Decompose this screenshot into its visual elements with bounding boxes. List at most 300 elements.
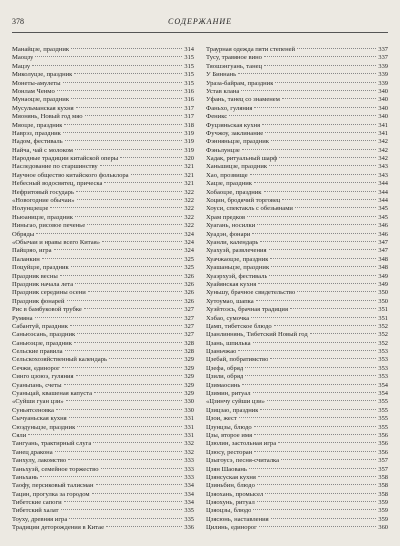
entry-title: Феникс <box>206 113 228 121</box>
entry-page-number: 327 <box>184 322 194 330</box>
dot-leader <box>120 157 182 158</box>
entry-title: Мяонянь, Новый год мяо <box>12 113 83 121</box>
dot-leader <box>69 518 182 519</box>
contents-entry <box>12 46 194 54</box>
dot-leader <box>102 241 182 242</box>
dot-leader <box>247 216 376 217</box>
dot-leader <box>264 56 376 57</box>
entry-page-number: 319 <box>184 129 194 137</box>
dot-leader <box>250 174 377 175</box>
dot-leader <box>94 392 182 393</box>
entry-title: Хуадэн, фонари <box>206 230 251 238</box>
contents-entry <box>12 348 194 356</box>
entry-page-number: 353 <box>378 348 388 356</box>
contents-entry <box>206 54 388 62</box>
dot-leader <box>28 434 182 435</box>
entry-page-number: 340 <box>378 96 388 104</box>
entry-title: Хуахуэй, развлечения <box>206 247 267 255</box>
contents-entry <box>206 214 388 222</box>
entry-page-number: 358 <box>378 473 388 481</box>
entry-title: Мусульманская кухня <box>12 104 74 112</box>
contents-entry <box>206 323 388 331</box>
entry-title: Саньюэцзе, праздник <box>12 339 72 347</box>
contents-entry <box>12 71 194 79</box>
entry-title: Синго цзоюэ, гуляния <box>12 373 74 381</box>
dot-leader <box>84 308 183 309</box>
entry-page-number: 329 <box>184 356 194 364</box>
contents-entry <box>12 390 194 398</box>
entry-title: Суаньцай, квашеная капуста <box>12 390 93 398</box>
contents-entry <box>206 499 388 507</box>
dot-leader <box>297 291 376 292</box>
entry-title: Манайцзе, праздник <box>12 46 70 53</box>
entry-title: Хуанли, календарь <box>206 238 259 246</box>
entry-page-number: 340 <box>378 104 388 112</box>
entry-page-number: 314 <box>184 46 194 53</box>
entry-page-number: 315 <box>184 62 194 70</box>
contents-entry <box>12 172 194 180</box>
dot-leader <box>258 476 376 477</box>
entry-page-number: 322 <box>184 197 194 205</box>
dot-leader <box>131 174 183 175</box>
entry-title: Мяоцзе, праздник <box>12 121 63 129</box>
dot-leader <box>63 82 183 83</box>
entry-title: Поцуйцзе, праздник <box>12 264 69 272</box>
entry-title: Научное общество китайского фольклора <box>12 171 129 179</box>
entry-title: Цзефа, обряд <box>206 364 244 372</box>
contents-entry <box>12 373 194 381</box>
contents-entry <box>12 256 194 264</box>
entry-page-number: 326 <box>184 297 194 305</box>
dot-leader <box>264 65 376 66</box>
entry-page-number: 330 <box>184 406 194 414</box>
entry-page-number: 322 <box>184 188 194 196</box>
entry-page-number: 315 <box>184 79 194 87</box>
dot-leader <box>36 233 182 234</box>
entry-title: Цамп, тибетское блюдо <box>206 322 272 330</box>
contents-entry <box>12 340 194 348</box>
entry-title: Цзян Шаовань <box>206 465 247 473</box>
entry-page-number: 327 <box>184 331 194 339</box>
page-title: СОДЕРЖАНИЕ <box>167 16 233 26</box>
entry-title: «Обычаи и нравы всего Китая» <box>12 238 101 246</box>
entry-page-number: 355 <box>378 406 388 414</box>
entry-page-number: 358 <box>378 482 388 490</box>
entry-page-number: 333 <box>184 465 194 473</box>
entry-page-number: 350 <box>378 297 388 305</box>
contents-entry <box>12 306 194 314</box>
contents-entry <box>206 306 388 314</box>
entry-title: Цзимаосинь <box>206 381 241 389</box>
entry-title: У Биннань <box>206 71 237 79</box>
entry-title: Таньхань <box>12 473 38 481</box>
contents-entry <box>12 457 194 465</box>
dot-leader <box>65 140 183 141</box>
dot-leader <box>271 518 377 519</box>
entry-title: Цзясюнь, наставления <box>206 515 269 523</box>
entry-page-number: 353 <box>378 356 388 364</box>
entry-title: Сельские правила <box>12 348 63 356</box>
dot-leader <box>265 132 376 133</box>
entry-title: Суньятсеновка <box>12 406 54 414</box>
entry-title: Тангуань, трактирный слуга <box>12 440 92 448</box>
dot-leader <box>257 501 377 502</box>
contents-entry <box>12 189 194 197</box>
dot-leader <box>76 375 183 376</box>
contents-entry <box>12 298 194 306</box>
entry-title: Хацзе, праздник <box>206 180 252 188</box>
entry-page-number: 344 <box>378 188 388 196</box>
contents-entry <box>206 264 388 272</box>
entry-page-number: 344 <box>378 180 388 188</box>
dot-leader <box>275 82 376 83</box>
dot-leader <box>77 199 183 200</box>
entry-title: Цзиньбин, блюдо <box>206 482 255 490</box>
contents-entry <box>206 457 388 465</box>
entry-title: Сельскохозяйственный календарь <box>12 356 108 364</box>
entry-page-number: 339 <box>378 79 388 87</box>
entry-page-number: 356 <box>378 431 388 439</box>
entry-page-number: 350 <box>378 289 388 297</box>
contents-entry <box>12 281 194 289</box>
dot-leader <box>271 140 376 141</box>
dot-leader <box>35 56 182 57</box>
entry-page-number: 358 <box>378 490 388 498</box>
contents-entry <box>206 222 388 230</box>
contents-entry <box>206 348 388 356</box>
entry-title: Ньюаницзе, праздник <box>12 213 73 221</box>
entry-page-number: 347 <box>378 238 388 246</box>
entry-title: Цзаньчжао <box>206 348 237 356</box>
entry-page-number: 343 <box>378 171 388 179</box>
dot-leader <box>254 107 376 108</box>
dot-leader <box>269 249 377 250</box>
entry-page-number: 354 <box>378 381 388 389</box>
entry-title: Хуайянская кухня <box>206 280 257 288</box>
dot-leader <box>271 266 376 267</box>
entry-title: Тоуху, древняя игра <box>12 515 68 523</box>
entry-title: Хадак, ритуальный шарф <box>206 155 278 163</box>
entry-title: Таофу, персиковый талисман <box>12 482 94 490</box>
dot-leader <box>274 325 377 326</box>
entry-title: Миколуцзе, праздник <box>12 71 73 79</box>
entry-page-number: 342 <box>378 155 388 163</box>
contents-entry <box>206 172 388 180</box>
contents-entry <box>206 231 388 239</box>
entry-page-number: 359 <box>378 515 388 523</box>
entry-title: Ханьшицзе, праздник <box>206 163 268 171</box>
contents-entry <box>12 482 194 490</box>
contents-entry <box>12 205 194 213</box>
dot-leader <box>35 317 183 318</box>
contents-entry <box>206 524 388 532</box>
contents-entry <box>206 466 388 474</box>
entry-title: Сяли <box>12 431 27 439</box>
entry-page-number: 336 <box>184 524 194 532</box>
entry-page-number: 337 <box>378 54 388 62</box>
contents-entry <box>12 331 194 339</box>
entry-title: Хуаэрхуэй, фестиваль <box>206 272 268 280</box>
entry-title: Фэнняньцзе, праздник <box>206 138 269 146</box>
entry-title: Тусу, травяное вино <box>206 54 262 62</box>
dot-leader <box>252 233 376 234</box>
contents-entry <box>12 180 194 188</box>
entry-page-number: 359 <box>378 507 388 515</box>
dot-leader <box>71 98 182 99</box>
entry-title: Хуачжаоцзе, праздник <box>206 255 269 263</box>
dot-leader <box>61 509 183 510</box>
contents-entry <box>206 88 388 96</box>
dot-leader <box>85 115 183 116</box>
contents-entry <box>206 130 388 138</box>
contents-entry <box>206 239 388 247</box>
entry-title: Нефритовый государь <box>12 188 74 196</box>
contents-entry <box>206 440 388 448</box>
contents-entry <box>206 390 388 398</box>
dot-leader <box>71 266 183 267</box>
entry-page-number: 320 <box>184 155 194 163</box>
contents-entry <box>206 138 388 146</box>
dot-leader <box>290 308 376 309</box>
dot-leader <box>54 249 183 250</box>
dot-leader <box>92 493 183 494</box>
dot-leader <box>74 342 182 343</box>
entry-title: Хэбао, сумочка <box>206 314 250 322</box>
contents-entry <box>12 88 194 96</box>
contents-entry <box>206 491 388 499</box>
entry-page-number: 343 <box>378 163 388 171</box>
contents-column-left <box>12 46 194 533</box>
contents-entry <box>12 247 194 255</box>
entry-page-number: 356 <box>378 440 388 448</box>
entry-title: Фаньхо, гуляния <box>206 104 253 112</box>
dot-leader <box>269 275 376 276</box>
dot-leader <box>62 367 183 368</box>
contents-entry <box>12 499 194 507</box>
dot-leader <box>101 468 183 469</box>
entry-page-number: 355 <box>378 398 388 406</box>
dot-leader <box>257 224 376 225</box>
entry-page-number: 324 <box>184 247 194 255</box>
entry-title: Хуньшу, брачное свидетельство <box>206 289 296 297</box>
entry-title: Мунаоцзе, праздник <box>12 96 70 104</box>
dot-leader <box>249 468 376 469</box>
entry-title: Хао, прозвище <box>206 171 248 179</box>
contents-entry <box>206 155 388 163</box>
entry-page-number: 353 <box>378 373 388 381</box>
entry-title: Праздник начала лета <box>12 280 74 288</box>
entry-title: Суаньпань, счеты <box>12 381 62 389</box>
dot-leader <box>93 442 182 443</box>
contents-entry <box>12 507 194 515</box>
entry-page-number: 327 <box>184 306 194 314</box>
contents-entry <box>12 96 194 104</box>
entry-title: Цзимин, ритуал <box>206 390 251 398</box>
dot-leader <box>251 317 376 318</box>
dot-leader <box>254 426 377 427</box>
entry-page-number: 357 <box>378 457 388 465</box>
dot-leader <box>242 149 377 150</box>
dot-leader <box>32 65 182 66</box>
entry-page-number: 324 <box>184 230 194 238</box>
contents-entry <box>206 382 388 390</box>
entry-page-number: 335 <box>184 515 194 523</box>
entry-page-number: 331 <box>184 415 194 423</box>
entry-title: Цзяохань, промысел <box>206 490 264 498</box>
entry-title: Маоцзу <box>12 54 34 62</box>
contents-entry <box>12 516 194 524</box>
dot-leader <box>278 442 376 443</box>
contents-entry <box>206 298 388 306</box>
dot-leader <box>75 283 182 284</box>
contents-entry <box>12 466 194 474</box>
contents-entry <box>12 214 194 222</box>
contents-entry <box>206 507 388 515</box>
dot-leader <box>267 400 376 401</box>
contents-entry <box>12 163 194 171</box>
dot-leader <box>238 350 376 351</box>
contents-entry <box>206 516 388 524</box>
entry-page-number: 322 <box>184 213 194 221</box>
dot-leader <box>262 124 376 125</box>
dot-leader <box>270 358 376 359</box>
entry-page-number: 318 <box>184 121 194 129</box>
dot-leader <box>74 73 182 74</box>
entry-page-number: 342 <box>378 146 388 154</box>
entry-title: Мацзу <box>12 62 31 70</box>
dot-leader <box>229 115 376 116</box>
entry-page-number: 347 <box>378 247 388 255</box>
entry-page-number: 327 <box>184 314 194 322</box>
entry-title: Тибетские сапоги <box>12 499 62 507</box>
dot-leader <box>242 384 376 385</box>
entry-title: Таньхуэй, семейное торжество <box>12 465 99 473</box>
dot-leader <box>66 400 183 401</box>
contents-entry <box>12 105 194 113</box>
entry-title: Цзы, второе имя <box>206 431 253 439</box>
entry-page-number: 348 <box>378 255 388 263</box>
entry-title: Цзань, шпилька <box>206 339 251 347</box>
entry-page-number: 339 <box>378 71 388 79</box>
entry-page-number: 334 <box>184 490 194 498</box>
entry-page-number: 345 <box>378 213 388 221</box>
dot-leader <box>106 526 182 527</box>
entry-page-number: 345 <box>378 205 388 213</box>
entry-page-number: 319 <box>184 138 194 146</box>
dot-leader <box>64 384 183 385</box>
dot-leader <box>253 342 377 343</box>
contents-entry <box>206 71 388 79</box>
dot-leader <box>69 417 183 418</box>
dot-leader <box>260 409 376 410</box>
entry-title: Ураза-байрам, праздник <box>206 79 274 87</box>
entry-title: Наврэз, праздник <box>12 129 61 137</box>
contents-entry <box>12 491 194 499</box>
contents-entry <box>206 122 388 130</box>
contents-entry <box>206 80 388 88</box>
entry-page-number: 359 <box>378 499 388 507</box>
entry-title: Цзебай, побратимство <box>206 356 269 364</box>
contents-entry <box>12 382 194 390</box>
dot-leader <box>265 493 376 494</box>
contents-entry <box>206 197 388 205</box>
dot-leader <box>253 509 376 510</box>
dot-leader <box>238 73 376 74</box>
dot-leader <box>264 191 377 192</box>
entry-title: Танхулу, лакомство <box>12 457 67 465</box>
entry-title: Цзюсу, ресторан <box>206 448 253 456</box>
contents-entry <box>206 273 388 281</box>
entry-title: Традиции деторождения в Китае <box>12 524 104 532</box>
contents-entry <box>206 432 388 440</box>
entry-page-number: 321 <box>184 163 194 171</box>
entry-title: Саньюэсань, праздник <box>12 331 76 339</box>
contents-entry <box>206 373 388 381</box>
contents-entry <box>12 113 194 121</box>
entry-page-number: 340 <box>378 87 388 95</box>
entry-title: Монеты-амулеты <box>12 79 61 87</box>
entry-page-number: 315 <box>184 71 194 79</box>
entry-title: Хоцин, бродячий торговец <box>206 197 281 205</box>
entry-page-number: 321 <box>184 171 194 179</box>
dot-leader <box>76 107 183 108</box>
entry-title: «Цзинчу суйши цзи» <box>206 398 265 406</box>
contents-entry <box>12 315 194 323</box>
dot-leader <box>254 182 376 183</box>
dot-leader <box>104 182 182 183</box>
entry-page-number: 316 <box>184 96 194 104</box>
dot-leader <box>257 484 377 485</box>
dot-leader <box>253 392 377 393</box>
contents-entry <box>12 440 194 448</box>
dot-leader <box>60 275 183 276</box>
entry-page-number: 326 <box>184 272 194 280</box>
contents-entry <box>12 323 194 331</box>
contents-entry <box>206 189 388 197</box>
entry-title: Ниньгао, рисовое печенье <box>12 222 86 230</box>
entry-title: Устав клана <box>206 87 240 95</box>
contents-entry <box>12 273 194 281</box>
dot-leader <box>50 207 182 208</box>
contents-entry <box>12 54 194 62</box>
entry-page-number: 357 <box>378 465 388 473</box>
contents-entry <box>12 424 194 432</box>
contents-entry <box>12 415 194 423</box>
contents-entry <box>206 415 388 423</box>
entry-title: Фучжоу, заклинание <box>206 129 264 137</box>
dot-leader <box>64 501 183 502</box>
entry-title: Цзили, обряд <box>206 373 244 381</box>
entry-title: Хуашаньцзе, праздник <box>206 264 270 272</box>
dot-leader <box>88 291 183 292</box>
dot-leader <box>310 333 377 334</box>
page-header <box>12 10 388 33</box>
dot-leader <box>55 451 183 452</box>
dot-leader <box>254 434 376 435</box>
entry-page-number: 315 <box>184 54 194 62</box>
entry-page-number: 354 <box>378 390 388 398</box>
entry-page-number: 321 <box>184 180 194 188</box>
entry-title: Хобаоцзе, праздник <box>206 188 262 196</box>
entry-title: Фэньлунцзе <box>206 146 240 154</box>
contents-entry <box>206 449 388 457</box>
page-number: 378 <box>12 16 24 26</box>
entry-title: Хоуси, спектакль с обезьянами <box>206 205 293 213</box>
dot-leader <box>239 417 377 418</box>
entry-title: Нолунцзецзе <box>12 205 49 213</box>
contents-entry <box>206 398 388 406</box>
dot-leader <box>68 459 182 460</box>
